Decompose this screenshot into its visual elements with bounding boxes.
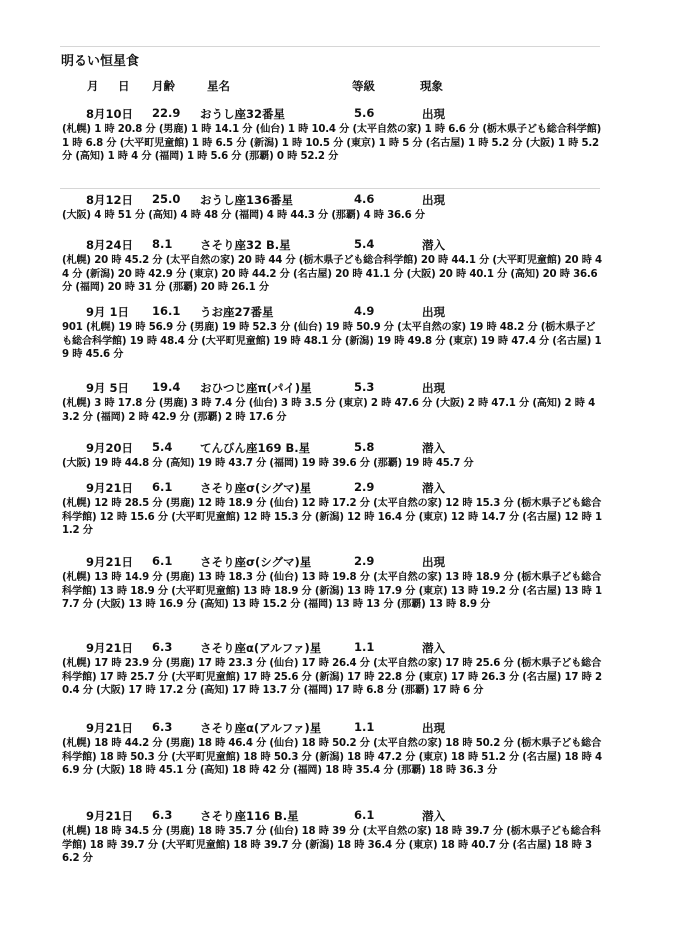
event-header (62, 480, 602, 495)
event-date: 9月 5日 (86, 381, 130, 395)
event-times: (札幌) 18 時 34.5 分 (男鹿) 18 時 35.7 分 (仙台) 18 時 39 分 (太平自然の家) 18 時 39.7 分 (栃木県子ども総合科学館) 18 時 39.7 分 (大平町児童館) 18 時 39.7 分 (新潟) 18 時 36.4 分 (東京) 18 時 40.7 分 (名古屋) 18 時 36.2 分 (62, 826, 601, 865)
event-phenomenon: 潜入 (422, 809, 445, 823)
event-phenomenon: 出現 (422, 721, 445, 735)
col-day: 日 (118, 79, 130, 93)
col-magnitude: 等級 (352, 79, 375, 93)
event-phenomenon: 潜入 (422, 441, 445, 455)
occultation-event (62, 304, 602, 362)
event-phenomenon: 出現 (422, 107, 445, 121)
event-header (62, 237, 602, 252)
occultation-event (62, 192, 602, 223)
event-date: 9月21日 (86, 809, 134, 823)
event-phenomenon: 潜入 (422, 481, 445, 495)
event-moon-age: 19.4 (152, 380, 181, 394)
event-magnitude: 6.1 (354, 808, 375, 822)
col-star-name: 星名 (207, 79, 230, 93)
event-star-name: さそり座116 B.星 (200, 809, 299, 823)
section-rule (60, 188, 600, 189)
event-times: (大阪) 19 時 44.8 分 (高知) 19 時 43.7 分 (福岡) 19 時 39.6 分 (那覇) 19 時 45.7 分 (62, 458, 474, 469)
event-date: 9月21日 (86, 641, 134, 655)
event-star-name: さそり座32 B.星 (200, 238, 291, 252)
event-times: (大阪) 4 時 51 分 (高知) 4 時 48 分 (福岡) 4 時 44.3 分 (那覇) 4 時 36.6 分 (62, 210, 425, 221)
event-moon-age: 22.9 (152, 106, 181, 120)
event-date: 8月12日 (86, 193, 134, 207)
col-phenomenon: 現象 (420, 79, 443, 93)
event-times: 901 (札幌) 19 時 56.9 分 (男鹿) 19 時 52.3 分 (仙台) 19 時 50.9 分 (太平自然の家) 19 時 48.2 分 (栃木県子ども総合科学館) 19 時 48.4 分 (大平町児童館) 19 時 48.1 分 (新潟) 19 時 49.8 分 (東京) 19 時 47.4 分 (名古屋) 19 時 45.6 分 (62, 322, 602, 361)
event-header (62, 440, 602, 455)
event-moon-age: 6.1 (152, 480, 173, 494)
column-header (0, 78, 679, 94)
event-header (62, 106, 602, 121)
page-title: 明るい恒星食 (61, 54, 140, 69)
event-times: (札幌) 18 時 44.2 分 (男鹿) 18 時 46.4 分 (仙台) 18 時 50.2 分 (太平自然の家) 18 時 50.2 分 (栃木県子ども総合科学館) 18 時 50.3 分 (大平町児童館) 18 時 50.3 分 (新潟) 18 時 47.2 分 (東京) 18 時 51.2 分 (名古屋) 18 時 46.9 分 (大阪) 18 時 45.1 分 (高知) 18 時 42 分 (福岡) 18 時 35.4 分 (那覇) 18 時 36.3 分 (62, 738, 602, 777)
event-header (62, 554, 602, 569)
occultation-event (62, 106, 602, 164)
event-moon-age: 6.1 (152, 554, 173, 568)
occultation-event (62, 480, 602, 538)
event-date: 8月10日 (86, 107, 134, 121)
event-star-name: さそり座σ(シグマ)星 (200, 481, 312, 495)
event-times: (札幌) 12 時 28.5 分 (男鹿) 12 時 18.9 分 (仙台) 12 時 17.2 分 (太平自然の家) 12 時 15.3 分 (栃木県子ども総合科学館) 12 時 15.6 分 (大平町児童館) 12 時 15.3 分 (新潟) 12 時 16.4 分 (東京) 12 時 14.7 分 (名古屋) 12 時 11.2 分 (62, 498, 602, 537)
event-header (62, 640, 602, 655)
event-header (62, 380, 602, 395)
event-date: 9月 1日 (86, 305, 130, 319)
event-moon-age: 5.4 (152, 440, 173, 454)
col-moon-age: 月齢 (152, 79, 175, 93)
occultation-event (62, 640, 602, 698)
event-moon-age: 25.0 (152, 192, 181, 206)
event-magnitude: 5.3 (354, 380, 375, 394)
event-star-name: てんびん座169 B.星 (200, 441, 311, 455)
event-magnitude: 4.9 (354, 304, 375, 318)
event-magnitude: 4.6 (354, 192, 375, 206)
event-phenomenon: 潜入 (422, 238, 445, 252)
event-star-name: おうし座32番星 (200, 107, 286, 121)
event-phenomenon: 出現 (422, 305, 445, 319)
event-magnitude: 1.1 (354, 720, 375, 734)
top-rule (60, 46, 600, 47)
occultation-event (62, 237, 602, 295)
event-date: 9月20日 (86, 441, 134, 455)
event-star-name: さそり座α(アルファ)星 (200, 641, 322, 655)
event-moon-age: 6.3 (152, 808, 173, 822)
event-date: 8月24日 (86, 238, 134, 252)
event-times: (札幌) 1 時 20.8 分 (男鹿) 1 時 14.1 分 (仙台) 1 時 10.4 分 (太平自然の家) 1 時 6.6 分 (栃木県子ども総合科学館) 1 時 6.8 分 (大平町児童館) 1 時 6.5 分 (新潟) 1 時 10.5 分 (東京) 1 時 5 分 (名古屋) 1 時 5.2 分 (大阪) 1 時 5.2 分 (高知) 1 時 4 分 (福岡) 1 時 5.6 分 (那覇) 0 時 52.2 分 (62, 124, 602, 163)
event-star-name: おうし座136番星 (200, 193, 294, 207)
event-star-name: うお座27番星 (200, 305, 274, 319)
event-date: 9月21日 (86, 721, 134, 735)
event-header (62, 304, 602, 319)
event-times: (札幌) 17 時 23.9 分 (男鹿) 17 時 23.3 分 (仙台) 17 時 26.4 分 (太平自然の家) 17 時 25.6 分 (栃木県子ども総合科学館) 17 時 25.7 分 (大平町児童館) 17 時 25.6 分 (新潟) 17 時 22.8 分 (東京) 17 時 26.3 分 (名古屋) 17 時 20.4 分 (大阪) 17 時 17.2 分 (高知) 17 時 13.7 分 (福岡) 17 時 6.8 分 (那覇) 17 時 6 分 (62, 658, 602, 697)
event-date: 9月21日 (86, 555, 134, 569)
occultation-event (62, 440, 602, 471)
event-phenomenon: 潜入 (422, 641, 445, 655)
event-times: (札幌) 20 時 45.2 分 (太平自然の家) 20 時 44 分 (栃木県子ども総合科学館) 20 時 44.1 分 (大平町児童館) 20 時 44 分 (新潟) 20 時 42.9 分 (東京) 20 時 44.2 分 (名古屋) 20 時 41.1 分 (大阪) 20 時 40.1 分 (高知) 20 時 36.6 分 (福岡) 20 時 31 分 (那覇) 20 時 26.1 分 (62, 255, 602, 294)
event-date: 9月21日 (86, 481, 134, 495)
event-moon-age: 6.3 (152, 640, 173, 654)
occultation-event (62, 554, 602, 612)
occultation-event (62, 380, 602, 424)
event-moon-age: 16.1 (152, 304, 181, 318)
col-month: 月 (87, 79, 99, 93)
event-magnitude: 5.8 (354, 440, 375, 454)
event-magnitude: 2.9 (354, 554, 375, 568)
event-phenomenon: 出現 (422, 555, 445, 569)
event-phenomenon: 出現 (422, 193, 445, 207)
event-moon-age: 6.3 (152, 720, 173, 734)
event-magnitude: 5.4 (354, 237, 375, 251)
event-star-name: おひつじ座π(パイ)星 (200, 381, 312, 395)
occultation-event (62, 808, 602, 866)
event-moon-age: 8.1 (152, 237, 173, 251)
occultation-event (62, 720, 602, 778)
event-magnitude: 2.9 (354, 480, 375, 494)
event-header (62, 808, 602, 823)
event-header (62, 720, 602, 735)
event-star-name: さそり座α(アルファ)星 (200, 721, 322, 735)
event-phenomenon: 出現 (422, 381, 445, 395)
event-star-name: さそり座σ(シグマ)星 (200, 555, 312, 569)
event-magnitude: 1.1 (354, 640, 375, 654)
event-magnitude: 5.6 (354, 106, 375, 120)
event-header (62, 192, 602, 207)
event-times: (札幌) 3 時 17.8 分 (男鹿) 3 時 7.4 分 (仙台) 3 時 3.5 分 (東京) 2 時 47.6 分 (大阪) 2 時 47.1 分 (高知) 2 時 43.2 分 (福岡) 2 時 42.9 分 (那覇) 2 時 17.6 分 (62, 398, 596, 423)
event-times: (札幌) 13 時 14.9 分 (男鹿) 13 時 18.3 分 (仙台) 13 時 19.8 分 (太平自然の家) 13 時 18.9 分 (栃木県子ども総合科学館) 13 時 18.9 分 (大平町児童館) 13 時 18.9 分 (新潟) 13 時 17.9 分 (東京) 13 時 19.2 分 (名古屋) 13 時 17.7 分 (大阪) 13 時 16.9 分 (高知) 13 時 15.2 分 (福岡) 13 時 13 分 (那覇) 13 時 8.9 分 (62, 572, 602, 611)
